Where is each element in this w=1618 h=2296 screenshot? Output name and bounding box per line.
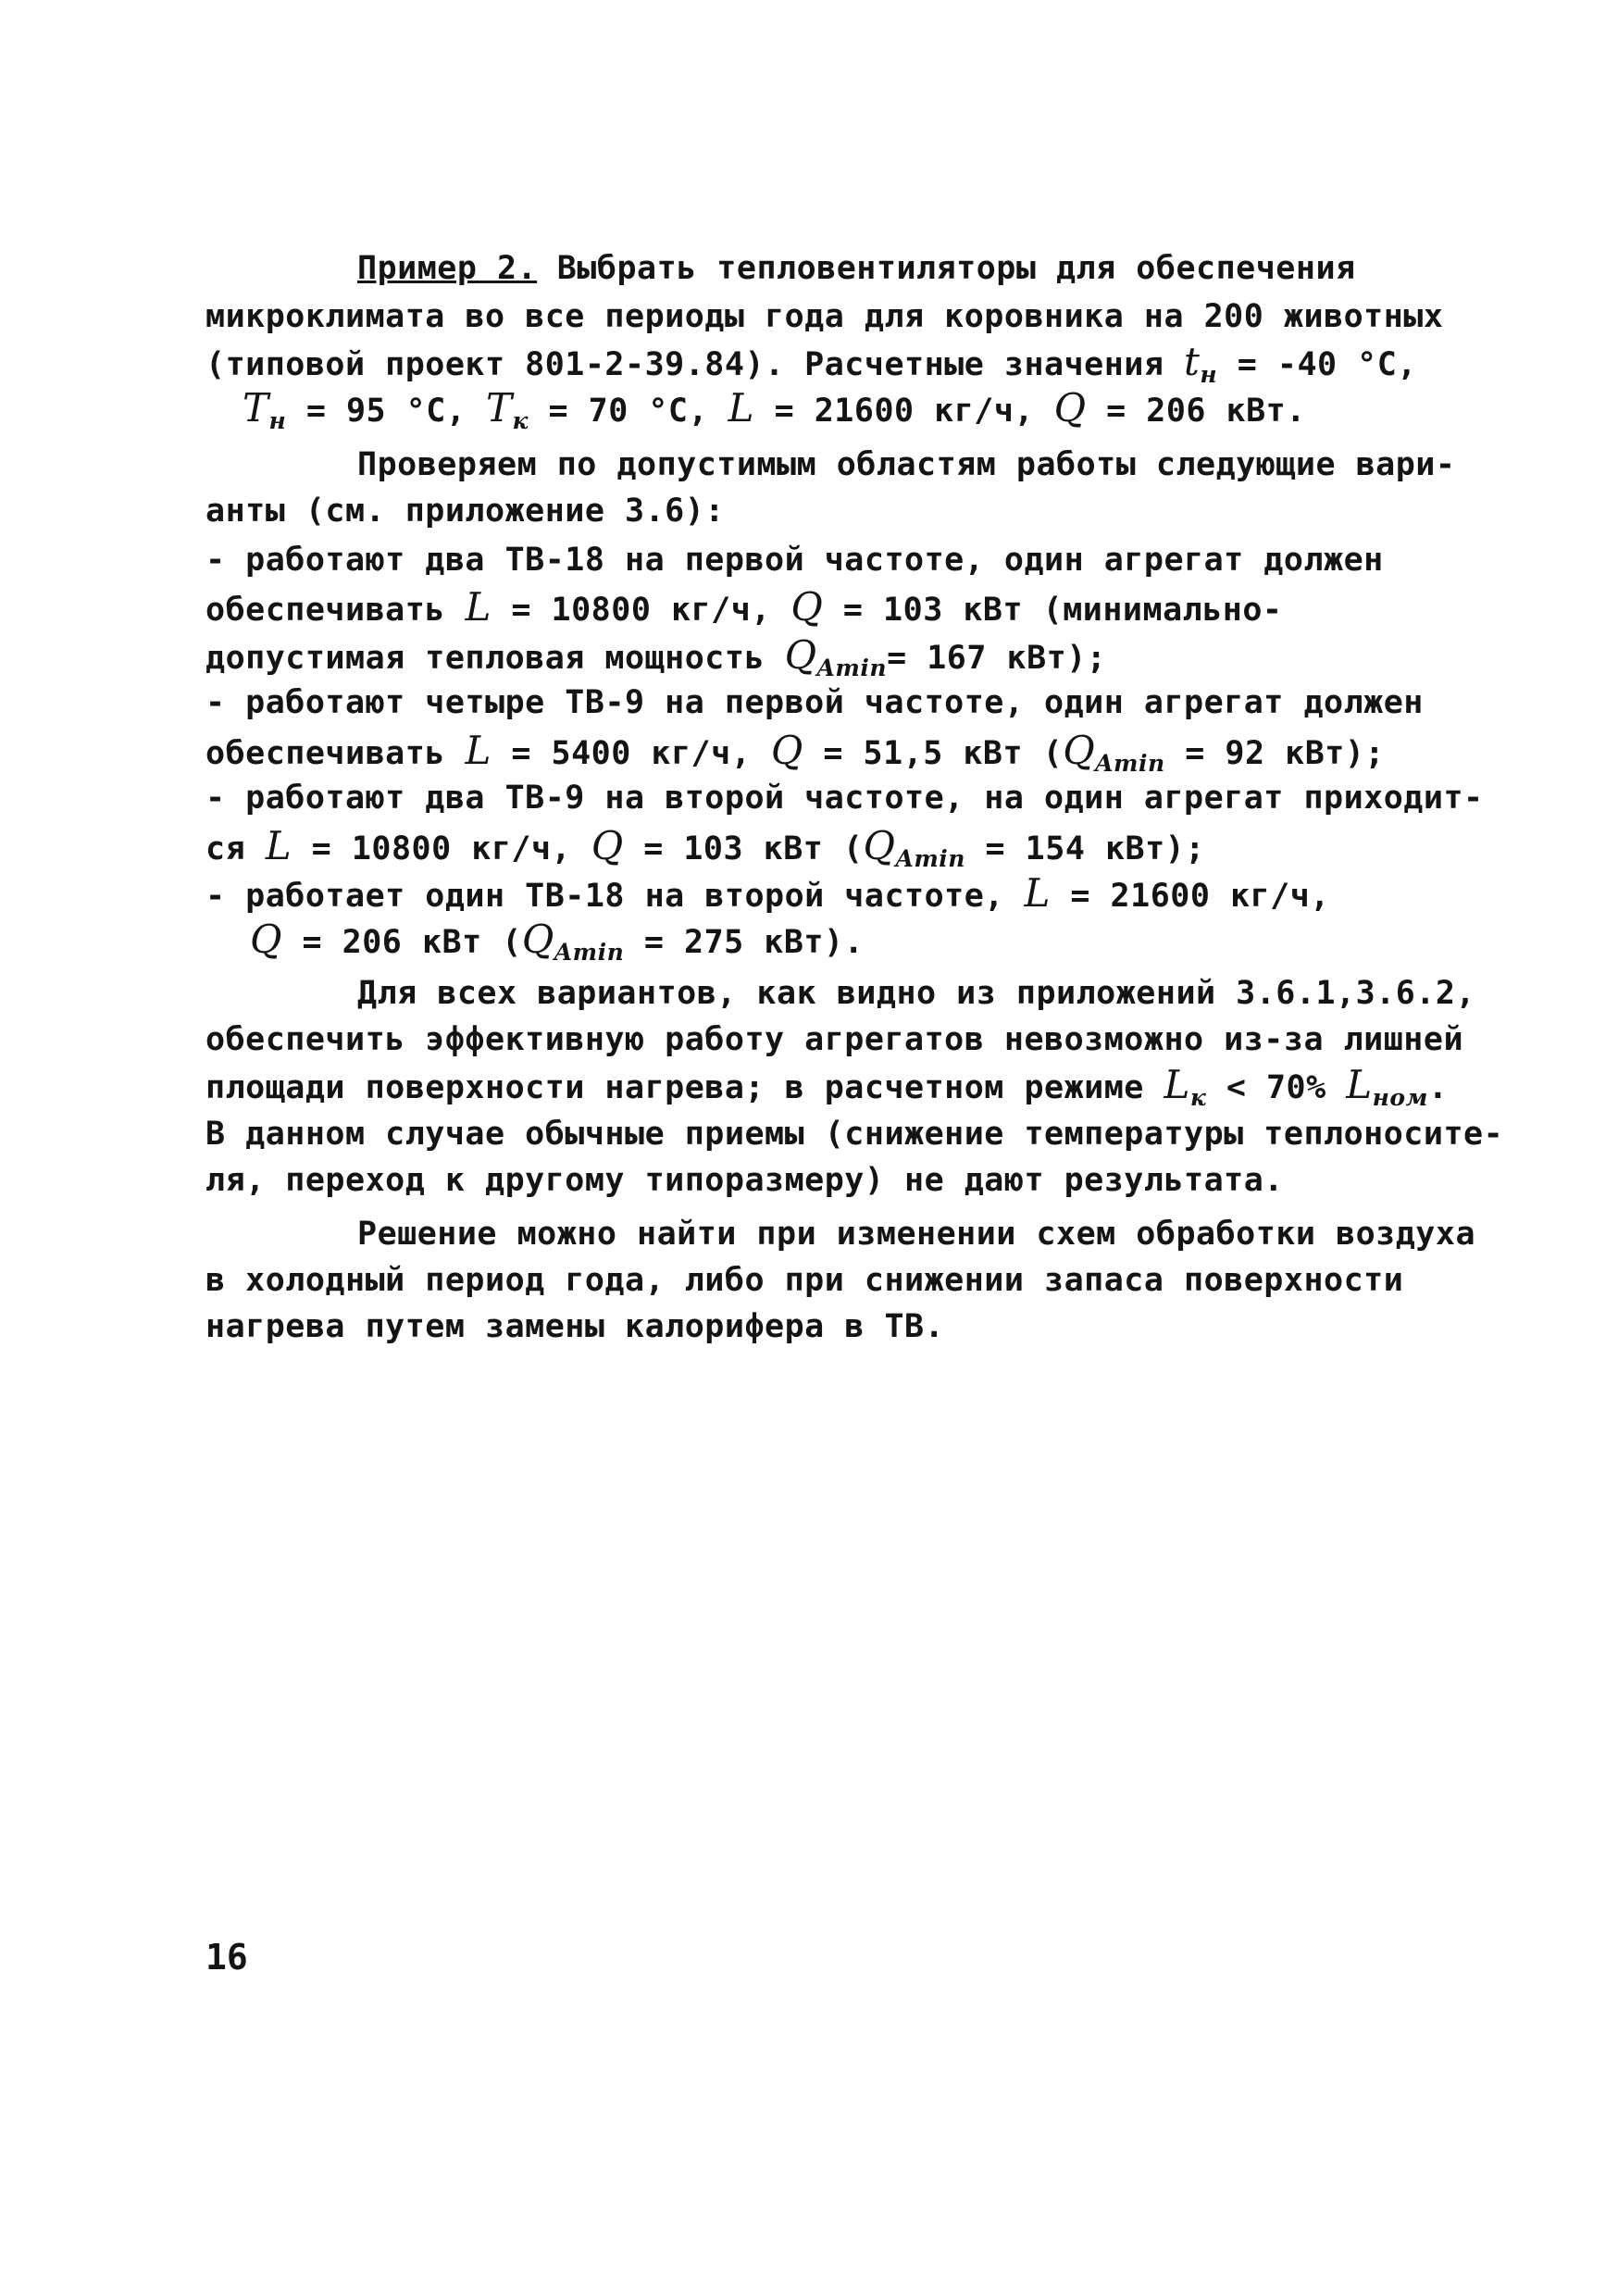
variable: Q xyxy=(863,823,896,868)
text-line: Проверяем по допустимым областям работы следующие вари- xyxy=(357,446,1456,483)
list-item: - работают два ТВ-9 на второй частоте, на один агрегат приходит- xyxy=(205,780,1484,817)
text-span: = 70 °С, xyxy=(528,393,728,430)
text-line xyxy=(0,632,1618,689)
text-span: = 21600 кг/ч, xyxy=(754,393,1054,430)
subscript: Amin xyxy=(816,655,888,681)
subscript: Amin xyxy=(554,939,625,966)
text-line: в холодный период года, либо при снижении запаса поверхности xyxy=(205,1262,1404,1299)
variable: L xyxy=(465,584,492,630)
text-span: = 95 °С, xyxy=(286,393,486,430)
variable: L xyxy=(1164,1062,1190,1107)
text-span: площади поверхности нагрева; в расчетном режиме xyxy=(205,1069,1164,1106)
text-line xyxy=(0,1062,1618,1118)
variable: Q xyxy=(784,632,817,678)
subscript: к xyxy=(512,407,529,434)
text-line: Для всех вариантов, как видно из приложений 3.6.1,3.6.2, xyxy=(357,975,1476,1012)
text-span: = 10800 кг/ч, xyxy=(491,592,791,629)
variable: Q xyxy=(790,584,824,630)
text-span: = 206 кВт. xyxy=(1086,393,1306,430)
variable: L xyxy=(1346,1062,1373,1107)
variable: L xyxy=(465,728,492,773)
variable: Q xyxy=(521,917,554,962)
text-line: Решение можно найти при изменении схем обработки воздуха xyxy=(357,1216,1476,1253)
subscript: Amin xyxy=(1095,750,1165,777)
text-span: = 5400 кг/ч, xyxy=(491,735,771,772)
text-line: анты (см. приложение 3.6): xyxy=(205,493,725,530)
text-span: = 10800 кг/ч, xyxy=(292,830,591,867)
text-span: = 206 кВт ( xyxy=(281,924,522,961)
text-line xyxy=(0,823,1618,880)
text-span: обеспечивать xyxy=(205,592,466,629)
text-line xyxy=(0,385,1618,442)
example-heading: Пример 2. xyxy=(357,250,538,287)
example-text: Выбрать тепловентиляторы для обеспечения xyxy=(537,250,1356,287)
variable: L xyxy=(265,823,292,868)
list-item xyxy=(0,870,1618,917)
text-span: обеспечивать xyxy=(205,735,466,772)
variable: L xyxy=(728,385,755,430)
text-span: = 21600 кг/ч, xyxy=(1050,878,1330,915)
example-heading-line xyxy=(0,248,1618,289)
variable: t xyxy=(1184,339,1201,384)
text-line: В данном случае обычные приемы (снижение температуры теплоносите- xyxy=(205,1116,1504,1153)
subscript: н xyxy=(268,407,287,434)
subscript: н xyxy=(1200,361,1218,388)
text-span: . xyxy=(1427,1069,1449,1106)
text-span: = 275 кВт). xyxy=(624,924,865,961)
list-item: - работают два ТВ-18 на первой частоте, один агрегат должен xyxy=(205,542,1384,579)
text-span: ся xyxy=(205,830,266,867)
text-span: = 103 кВт ( xyxy=(623,830,864,867)
variable: Q xyxy=(770,728,803,773)
text-span: < 70% xyxy=(1206,1069,1347,1106)
variable: Q xyxy=(250,917,282,962)
text-span: допустимая тепловая мощность xyxy=(205,640,785,677)
text-span: = 92 кВт); xyxy=(1164,735,1385,772)
variable: Q xyxy=(591,823,624,868)
text-line xyxy=(0,584,1618,630)
text-span: = 51,5 кВт ( xyxy=(803,735,1064,772)
list-item: - работают четыре ТВ-9 на первой частоте, один агрегат должен xyxy=(205,684,1424,721)
text-line: микроклимата во все периоды года для коровника на 200 животных xyxy=(205,298,1444,335)
text-line xyxy=(0,730,1618,784)
text-span: - работает один ТВ-18 на второй частоте, xyxy=(205,878,1025,915)
text-span: = 154 кВт); xyxy=(965,830,1205,867)
text-line: ля, переход к другому типоразмеру) не дают результата. xyxy=(205,1162,1284,1199)
variable: L xyxy=(1024,870,1051,916)
subscript: Amin xyxy=(895,845,965,872)
variable: T xyxy=(485,385,513,430)
text-span: (типовой проект 801-2-39.84). Расчетные значения xyxy=(205,346,1164,383)
subscript: к xyxy=(1189,1084,1207,1111)
page-number: 16 xyxy=(205,1937,248,1978)
variable: Q xyxy=(1053,385,1087,430)
text-span: = 167 кВт); xyxy=(887,640,1107,677)
text-line xyxy=(0,919,1618,973)
variable: Q xyxy=(1063,728,1096,773)
text-span: = 103 кВт (минимально- xyxy=(823,592,1283,629)
variable: T xyxy=(243,385,269,430)
text-line: обеспечить эффективную работу агрегатов невозможно из-за лишней xyxy=(205,1021,1464,1058)
text-span: = -40 °С, xyxy=(1217,346,1417,383)
subscript: ном xyxy=(1372,1084,1428,1111)
text-line: нагрева путем замены калорифера в ТВ. xyxy=(205,1308,945,1345)
